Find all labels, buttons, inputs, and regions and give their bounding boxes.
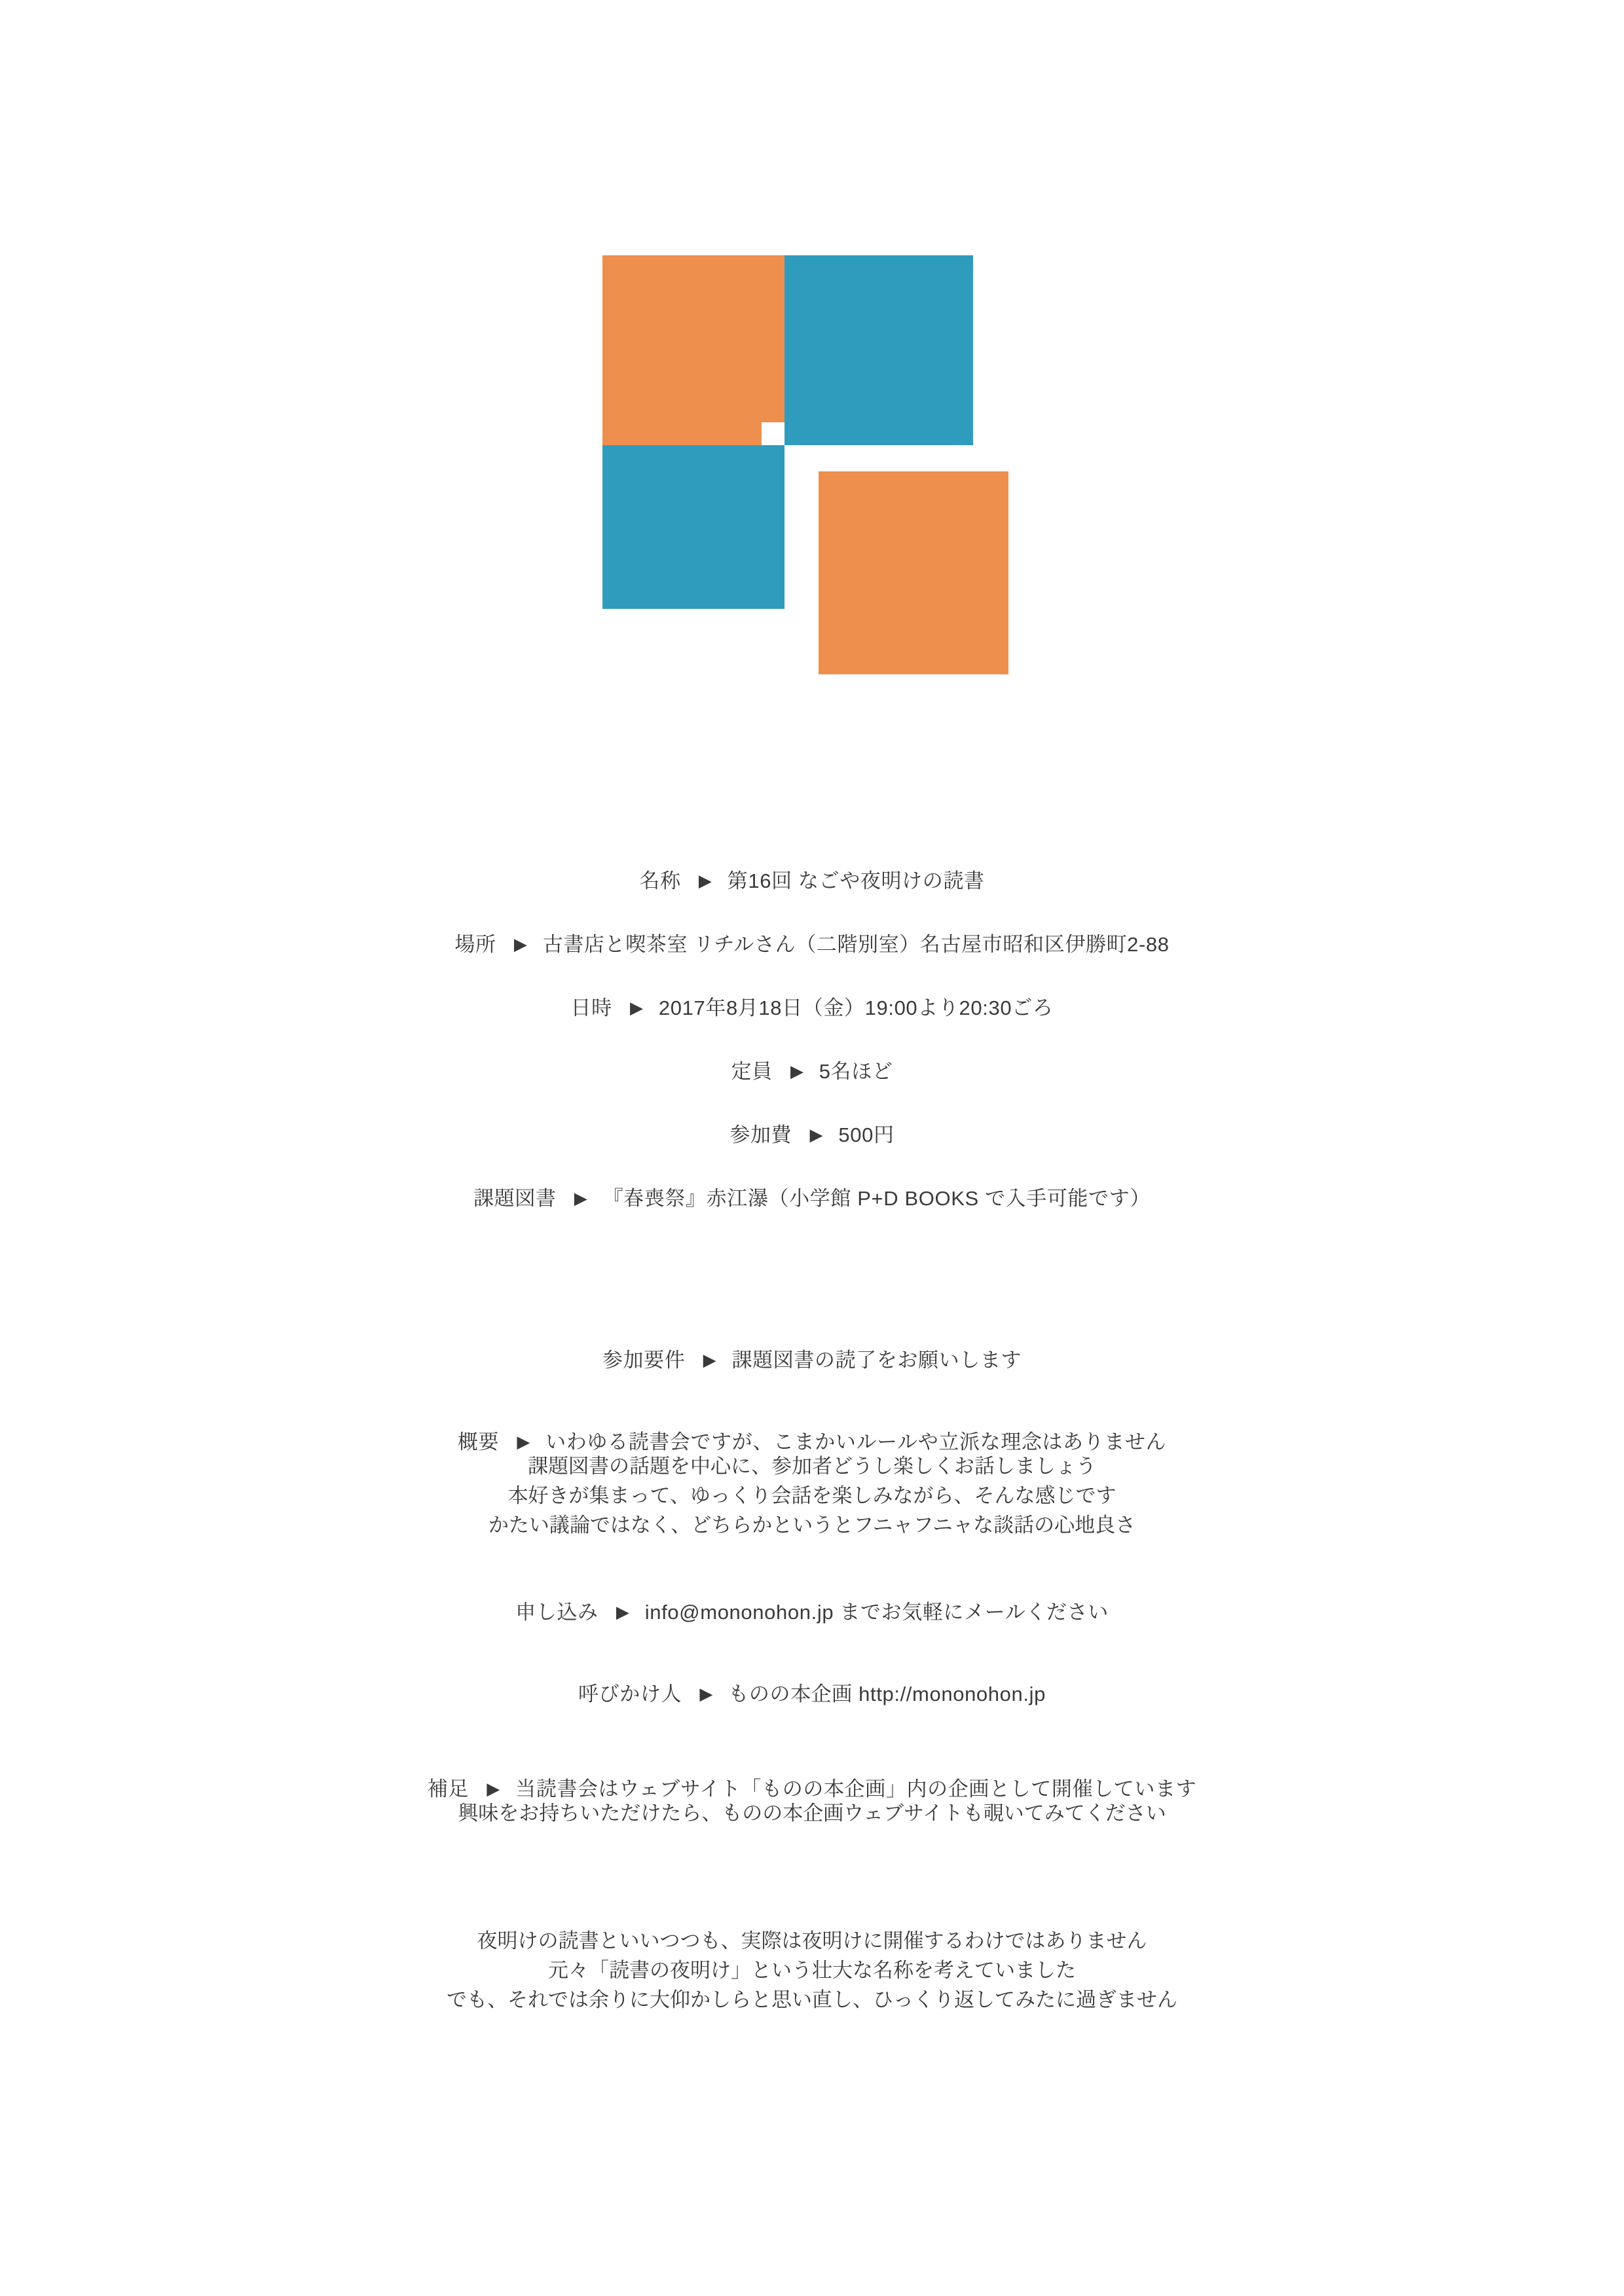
spacer (0, 1406, 1624, 1432)
summary-block (0, 1432, 1624, 1540)
arrow-icon: ▶ (487, 1778, 500, 1798)
info-value-place: 古書店と喫茶室 リチルさん（二階別室）名古屋市昭和区伊勝町2-88 (542, 933, 1170, 956)
logo-square-bottom-left (602, 445, 784, 609)
info-row-book (0, 1188, 1624, 1209)
closing-line: 元々「読書の夜明け」という壮大な名称を考えていました (548, 1958, 1076, 1982)
arrow-icon: ▶ (616, 1601, 630, 1622)
summary-row (0, 1432, 1624, 1452)
arrow-icon: ▶ (698, 871, 712, 890)
info-row-place (0, 934, 1624, 955)
logo-square-top-right (784, 255, 973, 445)
requirement-value: 課題図書の読了をお願いします (731, 1349, 1022, 1372)
organizer-block (0, 1684, 1624, 1704)
requirement-block (0, 1350, 1624, 1370)
requirement-label: 参加要件 (602, 1349, 686, 1372)
info-row-fee (0, 1125, 1624, 1145)
info-row-datetime (0, 998, 1624, 1018)
summary-line: 本好きが集まって、ゆっくり会話を楽しみながら、そんな感じです (507, 1484, 1116, 1507)
summary-line: かたい議論ではなく、どちらかというとフニャフニャな談話の心地良さ (488, 1513, 1136, 1537)
arrow-icon: ▶ (790, 1061, 804, 1081)
arrow-icon: ▶ (513, 934, 528, 954)
flyer-content (0, 871, 1624, 2015)
organizer-row (0, 1684, 1624, 1704)
info-value-book: 『春喪祭』赤江瀑（小学館 P+D BOOKS で入手可能です） (602, 1187, 1151, 1210)
spacer (0, 1658, 1624, 1684)
info-label-book: 課題図書 (473, 1187, 557, 1210)
logo-notch (762, 422, 784, 445)
summary-first-line: いわゆる読書会ですが、こまかいルールや立派な理念はありません (545, 1430, 1167, 1453)
info-label-fee: 参加費 (729, 1123, 792, 1146)
arrow-icon: ▶ (574, 1188, 588, 1208)
summary-lines (0, 1452, 1624, 1540)
info-label-place: 場所 (454, 933, 496, 956)
note-lines (0, 1799, 1624, 1829)
note-first-line: 当読書会はウェブサイト「ものの本企画」内の企画として開催しています (515, 1777, 1197, 1800)
section-spacer (0, 1252, 1624, 1350)
arrow-icon: ▶ (699, 1683, 713, 1704)
info-label-name: 名称 (639, 869, 681, 892)
info-value-name: 第16回 なごや夜明けの読書 (727, 869, 985, 892)
spacer (0, 1740, 1624, 1779)
logo-square-top-left (602, 255, 784, 445)
arrow-icon: ▶ (630, 998, 644, 1017)
summary-line: 課題図書の話題を中心に、参加者どうし楽しくお話しましょう (528, 1455, 1096, 1478)
info-label-datetime: 日時 (570, 996, 612, 1019)
closing-block (0, 1927, 1624, 2015)
spacer (0, 1864, 1624, 1927)
apply-label: 申し込み (515, 1600, 599, 1624)
closing-line: でも、それでは余りに大仰かしらと思い直し、ひっくり返してみたに過ぎません (447, 1988, 1177, 2011)
apply-row (0, 1602, 1624, 1622)
info-row-name (0, 871, 1624, 891)
info-row-capacity (0, 1061, 1624, 1082)
requirement-row (0, 1350, 1624, 1370)
info-value-datetime: 2017年8月18日（金）19:00より20:30ごろ (658, 996, 1054, 1019)
organizer-label: 呼びかけ人 (578, 1682, 682, 1705)
arrow-icon: ▶ (517, 1432, 530, 1451)
logo-area (0, 255, 1624, 687)
note-row (0, 1779, 1624, 1799)
organizer-value[interactable]: ものの本企画 http://mononohon.jp (728, 1682, 1046, 1705)
logo-square-bottom-right (819, 471, 1008, 674)
arrow-icon: ▶ (703, 1350, 717, 1370)
note-block (0, 1779, 1624, 1829)
mononohon-logo (602, 255, 1022, 681)
info-label-capacity: 定員 (731, 1060, 773, 1083)
spacer (0, 1576, 1624, 1602)
apply-block (0, 1602, 1624, 1622)
closing-line: 夜明けの読書といいつつも、実際は夜明けに開催するわけではありません (477, 1929, 1147, 1952)
summary-label: 概要 (457, 1430, 500, 1453)
info-value-fee: 500円 (838, 1123, 895, 1146)
note-label: 補足 (427, 1777, 470, 1800)
arrow-icon: ▶ (809, 1125, 824, 1144)
apply-value[interactable]: info@mononohon.jp までお気軽にメールください (644, 1600, 1109, 1624)
info-value-capacity: 5名ほど (819, 1060, 893, 1083)
note-line: 興味をお持ちいただけたら、ものの本企画ウェブサイトも覗いてみてください (458, 1801, 1166, 1825)
